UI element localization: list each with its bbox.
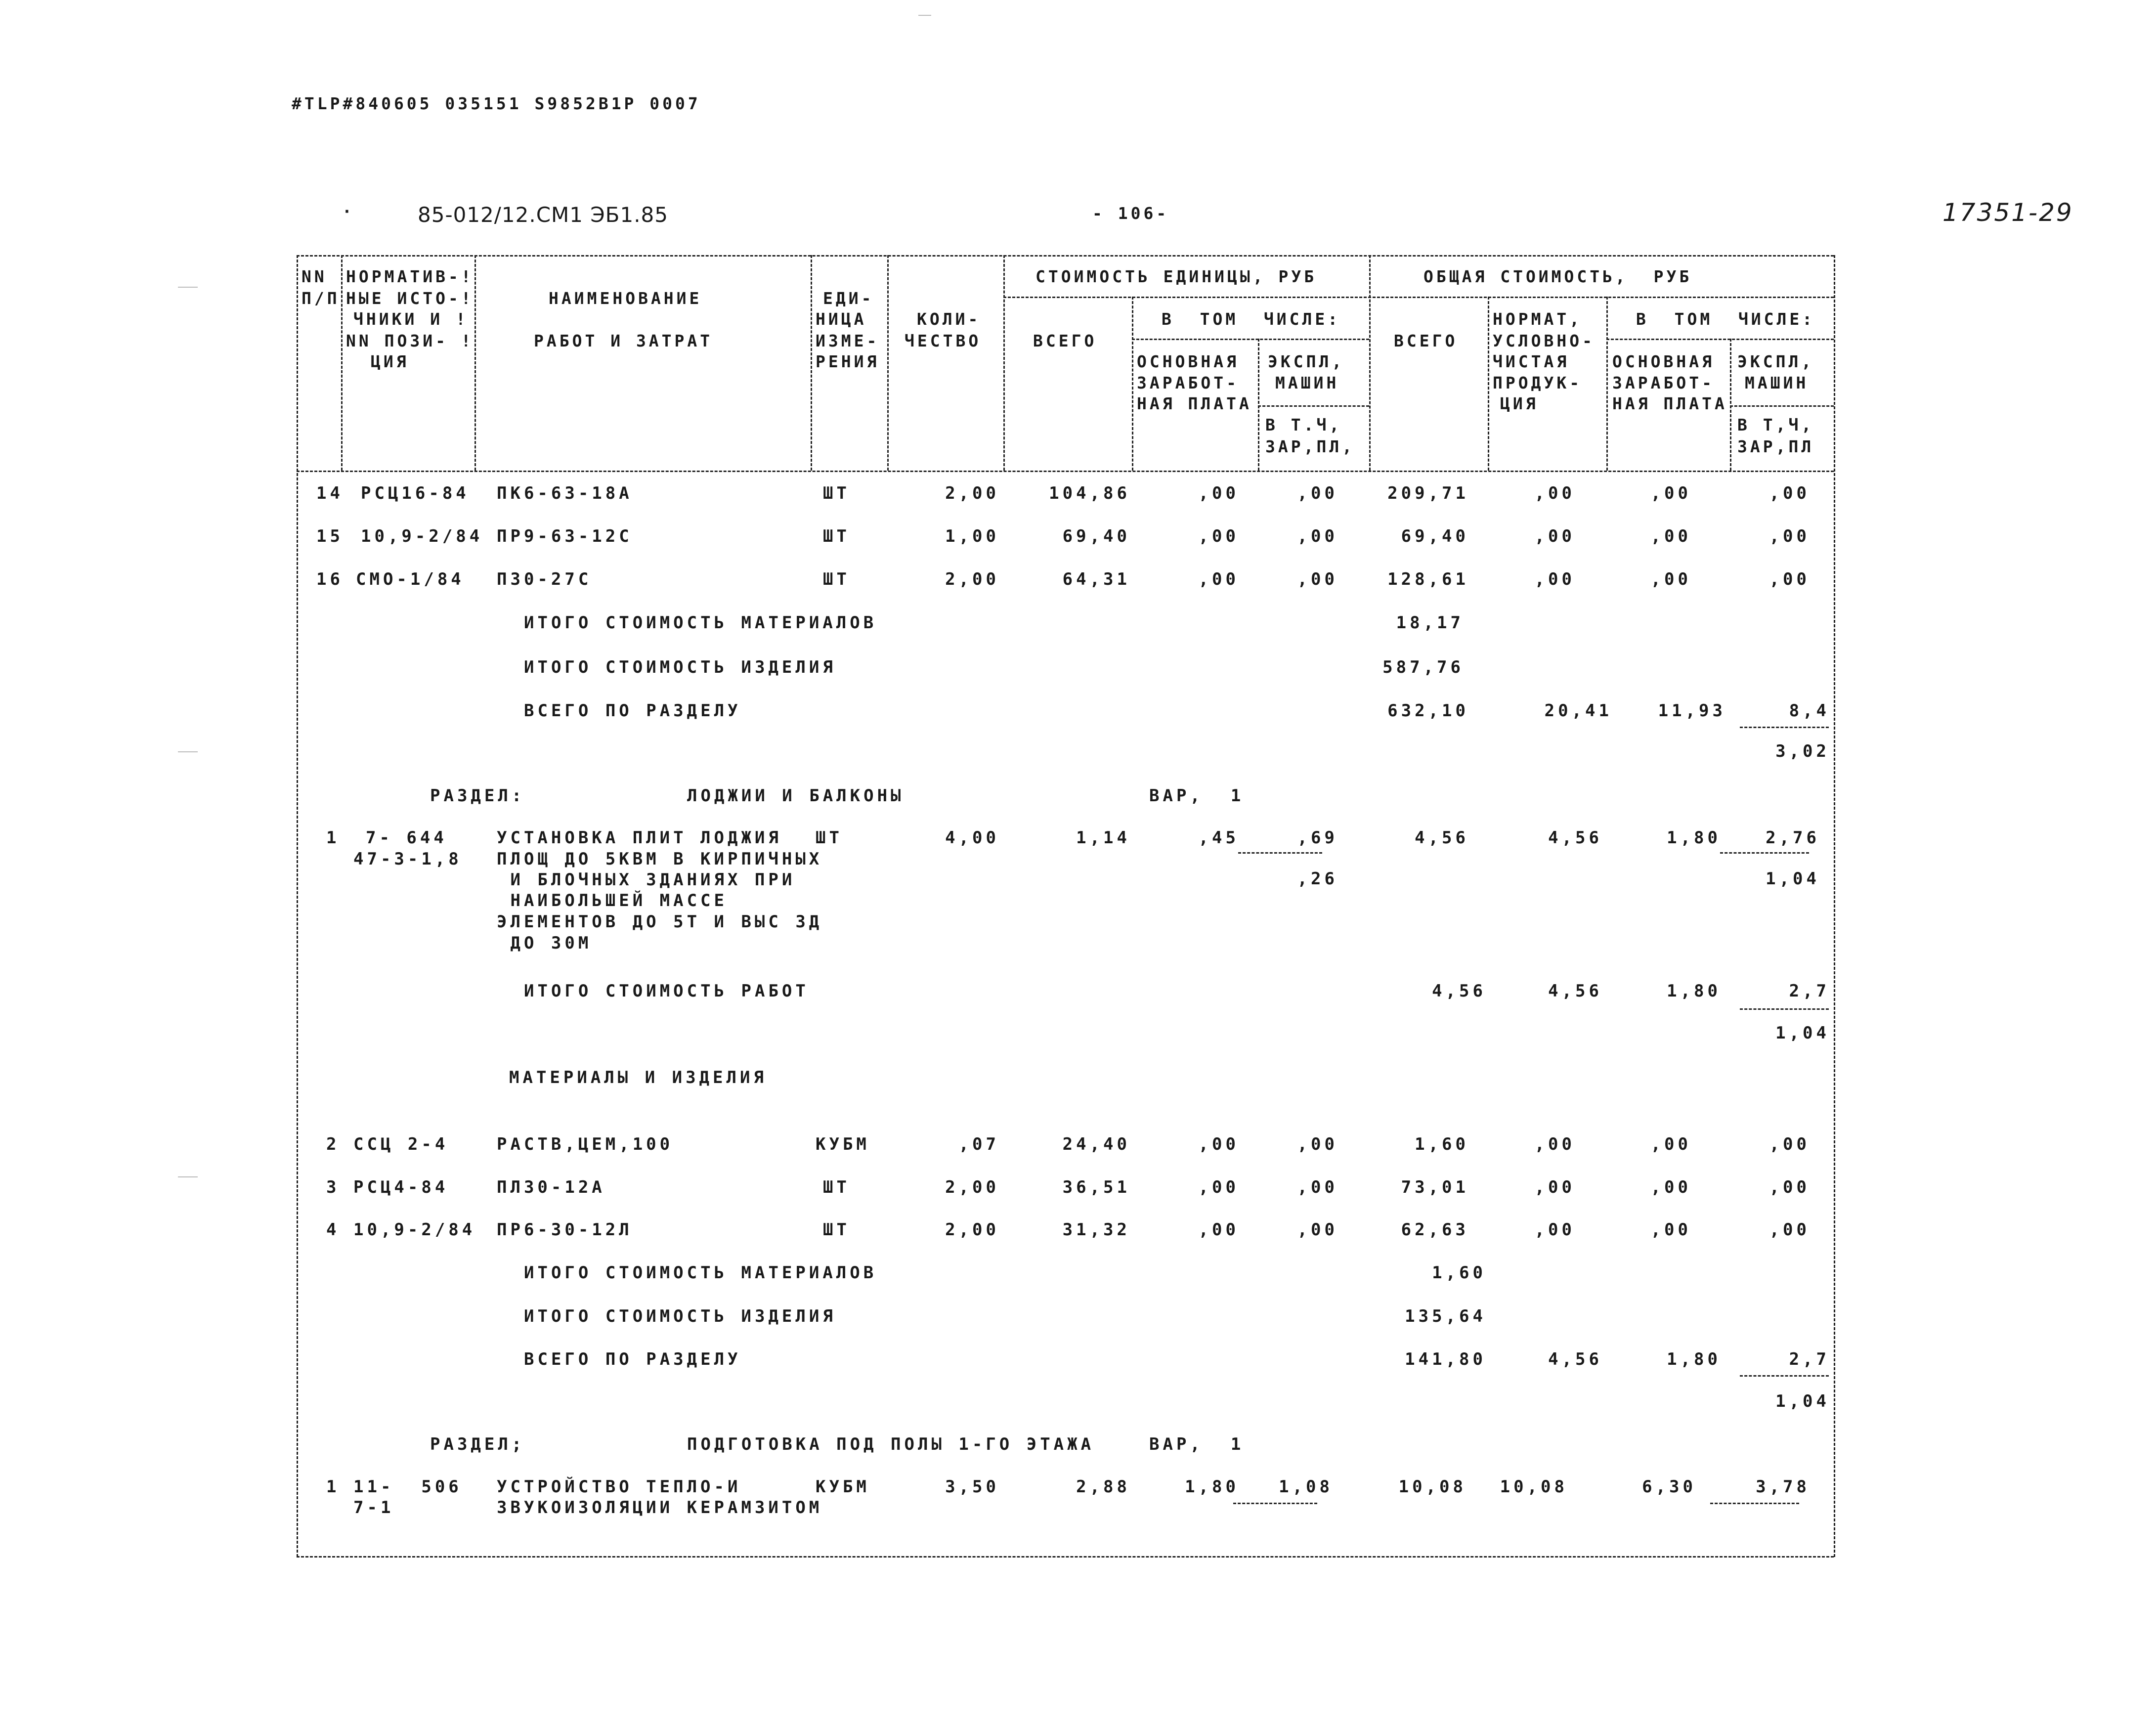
row-qty: ,07 — [958, 1134, 999, 1154]
header-mach2-sub-1: В Т,Ч, — [1737, 415, 1814, 434]
summary-norm: 20,41 — [1544, 701, 1612, 721]
row-mach: ,69 — [1297, 828, 1338, 848]
row-number: 3 — [326, 1177, 340, 1197]
row-qty: 2,00 — [945, 483, 999, 503]
table-left-border — [297, 255, 298, 1557]
summary-label: ИТОГО СТОИМОСТЬ ИЗДЕЛИЯ — [524, 657, 836, 677]
summary-label: ИТОГО СТОИМОСТЬ РАБОТ — [524, 981, 809, 1001]
row-name: РАСТВ,ЦЕМ,100 — [497, 1134, 674, 1154]
header-norm-ref-4: NN ПОЗИ- ! — [346, 331, 474, 350]
header-unit-1: ЕДИ- — [823, 289, 874, 308]
row-total-wage: 1,80 — [1667, 828, 1721, 848]
row-name: П30-27С — [497, 569, 592, 589]
header-wage-3: НАЯ ПЛАТА — [1137, 394, 1252, 413]
row-qty: 2,00 — [945, 1220, 999, 1240]
scan-mark — [918, 15, 931, 16]
row-price: 69,40 — [1062, 526, 1130, 546]
header-unit-total: ВСЕГО — [1033, 331, 1097, 350]
row-unit: КУБМ — [816, 1477, 870, 1497]
summary-total: 632,10 — [1387, 701, 1469, 721]
row-number: 1 — [326, 828, 340, 848]
summary-label: ИТОГО СТОИМОСТЬ ИЗДЕЛИЯ — [524, 1306, 836, 1326]
summary-total: 587,76 — [1382, 657, 1464, 677]
header-mach-sub-1: В Т.Ч, — [1265, 415, 1342, 434]
header-total-group: ОБЩАЯ СТОИМОСТЬ, РУБ — [1423, 267, 1692, 286]
row-total-mach: ,00 — [1769, 526, 1810, 546]
row-total: 128,61 — [1387, 569, 1469, 589]
section-variant: ВАР, 1 — [1149, 1434, 1245, 1454]
table-bottom-border — [297, 1556, 1834, 1558]
row-ref: ССЦ 2-4 — [353, 1134, 449, 1154]
col-sep — [811, 255, 812, 471]
col-sep — [1258, 339, 1259, 471]
header-unit-2: НИЦА — [816, 309, 867, 329]
header-norm-3: ЧИСТАЯ — [1493, 352, 1570, 371]
row-name: УСТАНОВКА ПЛИТ ЛОДЖИЯ — [497, 828, 782, 848]
row-norm: 10,08 — [1500, 1477, 1568, 1497]
header-unit-4: РЕНИЯ — [816, 352, 880, 371]
row-ref: РСЦ16-84 — [361, 483, 470, 503]
summary-norm: 4,56 — [1548, 1349, 1602, 1369]
row-norm: ,00 — [1534, 569, 1575, 589]
row-ref-2: 7-1 — [353, 1498, 394, 1517]
row-name: ДО 30М — [497, 933, 592, 953]
header-wage2-2: ЗАРАБОТ- — [1612, 373, 1715, 392]
section-title: ПОДГОТОВКА ПОД ПОЛЫ 1-ГО ЭТАЖА — [687, 1434, 1095, 1454]
header-mach-sub-2: ЗАР,ПЛ, — [1265, 437, 1355, 456]
sub-divider — [1233, 1503, 1317, 1504]
row-price: 31,32 — [1062, 1220, 1130, 1240]
col-sep — [1606, 297, 1608, 471]
group-sep — [1606, 339, 1834, 340]
header-qty-2: ЧЕСТВО — [905, 331, 982, 350]
header-wage-1: ОСНОВНАЯ — [1137, 352, 1239, 371]
header-wage-2: ЗАРАБОТ- — [1137, 373, 1239, 392]
section-label: РАЗДЕЛ: — [430, 786, 525, 806]
row-total: 69,40 — [1401, 526, 1469, 546]
row-total-mach: ,00 — [1769, 1177, 1810, 1197]
header-unit-cost-group: СТОИМОСТЬ ЕДИНИЦЫ, РУБ — [1035, 267, 1317, 286]
row-wage: ,45 — [1198, 828, 1239, 848]
row-qty: 2,00 — [945, 1177, 999, 1197]
row-qty: 3,50 — [945, 1477, 999, 1497]
row-mach: ,00 — [1297, 526, 1338, 546]
row-total: 4,56 — [1415, 828, 1469, 848]
row-name: ЗВУКОИЗОЛЯЦИИ КЕРАМЗИТОМ — [497, 1498, 823, 1517]
row-price: 24,40 — [1062, 1134, 1130, 1154]
row-name: ПР6-30-12Л — [497, 1220, 633, 1240]
header-incl-2: В ТОМ ЧИСЛЕ: — [1636, 309, 1815, 329]
row-mach: 1,08 — [1279, 1477, 1333, 1497]
summary-total: 135,64 — [1405, 1306, 1486, 1326]
row-wage: ,00 — [1198, 1220, 1239, 1240]
row-mach: ,00 — [1297, 1220, 1338, 1240]
sub-divider — [1720, 852, 1809, 854]
row-price: 104,86 — [1049, 483, 1130, 503]
header-norm-4: ПРОДУК- — [1493, 373, 1583, 392]
row-total-mach: ,00 — [1769, 483, 1810, 503]
row-total-wage: ,00 — [1650, 526, 1691, 546]
header-unit-3: ИЗМЕ- — [816, 331, 880, 350]
table-right-border — [1834, 255, 1835, 1557]
row-mach: ,00 — [1297, 569, 1338, 589]
document-code: #TLP#840605 035151 S9852B1P 0007 — [292, 94, 701, 113]
row-norm: 4,56 — [1548, 828, 1602, 848]
col-sep — [1369, 255, 1371, 471]
header-name-bottom: РАБОТ И ЗАТРАТ — [534, 331, 713, 350]
summary-total-wage: 1,80 — [1667, 981, 1721, 1001]
col-sep — [1132, 297, 1133, 471]
group-sep — [1132, 339, 1369, 340]
row-total-wage: 6,30 — [1642, 1477, 1696, 1497]
summary-norm: 4,56 — [1548, 981, 1602, 1001]
col-sep — [887, 255, 889, 471]
row-price: 2,88 — [1076, 1477, 1130, 1497]
header-mach-2: МАШИН — [1275, 373, 1339, 392]
row-name: ПЛ30-12А — [497, 1177, 605, 1197]
row-name: НАИБОЛЬШЕЙ МАССЕ — [497, 891, 728, 910]
section-variant: ВАР, 1 — [1149, 786, 1245, 806]
col-sep — [1003, 255, 1005, 471]
header-incl: В ТОМ ЧИСЛЕ: — [1162, 309, 1341, 329]
handwritten-code: 17351-29 — [1942, 198, 2073, 227]
scan-mark — [178, 287, 198, 288]
row-number: 1 — [326, 1477, 340, 1497]
row-ref: РСЦ4-84 — [353, 1177, 449, 1197]
row-qty: 2,00 — [945, 569, 999, 589]
summary-total: 141,80 — [1405, 1349, 1486, 1369]
bullet-dot: · — [342, 202, 355, 221]
row-ref: 11- 506 — [353, 1477, 462, 1497]
row-total-wage: ,00 — [1650, 1220, 1691, 1240]
row-wage: ,00 — [1198, 569, 1239, 589]
row-norm: ,00 — [1534, 1177, 1575, 1197]
row-mach: ,00 — [1297, 1134, 1338, 1154]
row-wage: 1,80 — [1185, 1477, 1239, 1497]
row-price: 36,51 — [1062, 1177, 1130, 1197]
header-norm-ref-2: НЫЕ ИСТО-! — [346, 289, 474, 308]
row-total-wage: ,00 — [1650, 1177, 1691, 1197]
row-ref: 10,9-2/84 — [353, 1220, 476, 1240]
row-total: 73,01 — [1401, 1177, 1469, 1197]
row-name: ПР9-63-12С — [497, 526, 633, 546]
row-name: УСТРОЙСТВО ТЕПЛО-И — [497, 1477, 741, 1497]
summary-label: ВСЕГО ПО РАЗДЕЛУ — [524, 1349, 741, 1369]
row-unit: ШТ — [823, 483, 850, 503]
row-wage: ,00 — [1198, 1177, 1239, 1197]
row-ref: 7- 644 — [366, 828, 447, 848]
row-unit: ШТ — [823, 1177, 850, 1197]
table-top-border — [297, 255, 1834, 257]
header-norm-ref-3: ЧНИКИ И ! — [353, 309, 469, 329]
row-unit: КУБМ — [816, 1134, 870, 1154]
header-norm-5: ЦИЯ — [1500, 394, 1539, 413]
summary-label: ИТОГО СТОИМОСТЬ МАТЕРИАЛОВ — [524, 613, 877, 633]
sub-divider — [1238, 852, 1322, 854]
header-name-top: НАИМЕНОВАНИЕ — [549, 289, 702, 308]
header-pp: П/П — [302, 289, 340, 308]
section-label: РАЗДЕЛ; — [430, 1434, 525, 1454]
row-wage: ,00 — [1198, 1134, 1239, 1154]
row-mach-sub: ,26 — [1297, 869, 1338, 889]
header-norm-1: НОРМАТ, — [1493, 309, 1583, 329]
summary-total: 18,17 — [1396, 613, 1464, 633]
sub-divider — [1740, 1008, 1829, 1010]
row-number: 4 — [326, 1220, 340, 1240]
summary-total: 4,56 — [1432, 981, 1486, 1001]
summary-total-mach: 8,4 — [1789, 701, 1830, 721]
row-total-wage: ,00 — [1650, 483, 1691, 503]
row-total: 10,08 — [1398, 1477, 1466, 1497]
header-nn: NN — [302, 267, 327, 286]
row-norm: ,00 — [1534, 1134, 1575, 1154]
row-wage: ,00 — [1198, 483, 1239, 503]
summary-label: ИТОГО СТОИМОСТЬ МАТЕРИАЛОВ — [524, 1263, 877, 1283]
summary-total-mach: 2,7 — [1789, 1349, 1830, 1369]
row-number: 2 — [326, 1134, 340, 1154]
row-unit: ШТ — [823, 526, 850, 546]
row-ref: СМО-1/84 — [356, 569, 465, 589]
row-total: 62,63 — [1401, 1220, 1469, 1240]
row-total-wage: ,00 — [1650, 569, 1691, 589]
row-name: ПЛОЩ ДО 5КВМ В КИРПИЧНЫХ — [497, 849, 823, 869]
group-sep — [1003, 297, 1834, 298]
page-number: - 106- — [1092, 204, 1169, 223]
row-mach: ,00 — [1297, 1177, 1338, 1197]
row-name: ЭЛЕМЕНТОВ ДО 5Т И ВЫС ЗД — [497, 912, 823, 932]
row-total-mach: ,00 — [1769, 1134, 1810, 1154]
materials-heading: МАТЕРИАЛЫ И ИЗДЕЛИЯ — [509, 1068, 767, 1087]
row-total: 1,60 — [1415, 1134, 1469, 1154]
summary-total-mach-sub: 1,04 — [1775, 1023, 1830, 1043]
header-norm-ref-5: ЦИЯ — [371, 352, 409, 371]
col-sep — [1488, 297, 1489, 471]
summary-total: 1,60 — [1432, 1263, 1486, 1283]
row-total-mach: ,00 — [1769, 569, 1810, 589]
summary-label: ВСЕГО ПО РАЗДЕЛУ — [524, 701, 741, 721]
header-mach2-sub-2: ЗАР,ПЛ — [1737, 437, 1814, 456]
header-qty-1: КОЛИ- — [917, 309, 981, 329]
group-sep — [1730, 405, 1834, 407]
header-bottom-border — [297, 471, 1834, 472]
col-sep — [474, 255, 476, 471]
scan-mark — [178, 751, 198, 752]
col-sep — [341, 255, 343, 471]
row-number: 15 — [316, 526, 344, 546]
row-wage: ,00 — [1198, 526, 1239, 546]
group-sep — [1258, 405, 1369, 407]
row-ref: 10,9-2/84 — [361, 526, 483, 546]
row-norm: ,00 — [1534, 526, 1575, 546]
row-number: 14 — [316, 483, 344, 503]
summary-total-mach-sub: 1,04 — [1775, 1391, 1830, 1411]
row-qty: 4,00 — [945, 828, 999, 848]
row-name: И БЛОЧНЫХ ЗДАНИЯХ ПРИ — [497, 870, 796, 890]
row-unit: ШТ — [823, 1220, 850, 1240]
header-norm-ref-1: НОРМАТИВ-! — [346, 267, 474, 286]
col-sep — [1730, 339, 1731, 471]
row-norm: ,00 — [1534, 483, 1575, 503]
sub-divider — [1740, 727, 1829, 728]
summary-total-wage: 11,93 — [1658, 701, 1726, 721]
row-total: 209,71 — [1387, 483, 1469, 503]
summary-total-mach-sub: 3,02 — [1775, 741, 1830, 761]
row-unit: ШТ — [823, 569, 850, 589]
row-total-mach: 2,76 — [1766, 828, 1820, 848]
row-norm: ,00 — [1534, 1220, 1575, 1240]
row-total-mach: 3,78 — [1756, 1477, 1810, 1497]
sub-divider — [1710, 1503, 1799, 1504]
row-total-wage: ,00 — [1650, 1134, 1691, 1154]
row-mach: ,00 — [1297, 483, 1338, 503]
row-price: 64,31 — [1062, 569, 1130, 589]
row-price: 1,14 — [1076, 828, 1130, 848]
row-total-mach-sub: 1,04 — [1766, 869, 1820, 889]
summary-total-mach: 2,7 — [1789, 981, 1830, 1001]
header-mach2-1: ЭКСПЛ, — [1737, 352, 1814, 371]
row-number: 16 — [316, 569, 344, 589]
row-ref-2: 47-3-1,8 — [353, 849, 462, 869]
section-title: ЛОДЖИИ И БАЛКОНЫ — [687, 786, 905, 806]
header-total-all: ВСЕГО — [1394, 331, 1458, 350]
sheet-reference: 85-012/12.CM1 ЭБ1.85 — [418, 203, 668, 227]
row-unit: ШТ — [816, 828, 843, 848]
summary-total-wage: 1,80 — [1667, 1349, 1721, 1369]
header-wage2-1: ОСНОВНАЯ — [1612, 352, 1715, 371]
row-name: ПК6-63-18А — [497, 483, 633, 503]
header-norm-2: УСЛОВНО- — [1493, 331, 1595, 350]
row-qty: 1,00 — [945, 526, 999, 546]
header-mach-1: ЭКСПЛ, — [1268, 352, 1345, 371]
header-wage2-3: НАЯ ПЛАТА — [1612, 394, 1727, 413]
sub-divider — [1740, 1375, 1829, 1377]
row-total-mach: ,00 — [1769, 1220, 1810, 1240]
header-mach2-2: МАШИН — [1745, 373, 1809, 392]
scan-mark — [178, 1176, 198, 1177]
